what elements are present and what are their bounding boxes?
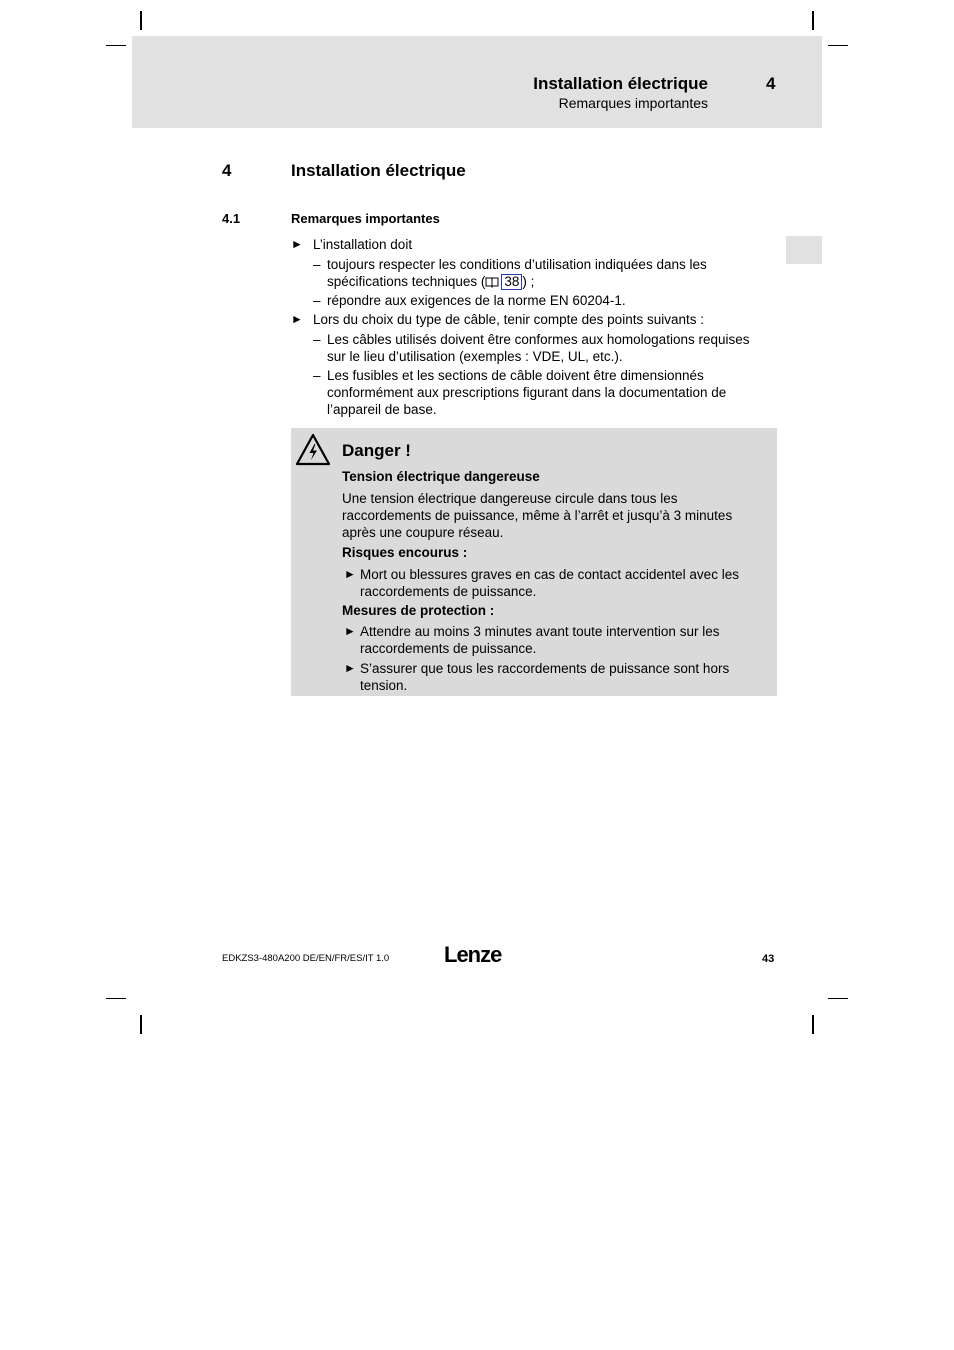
section-title: Installation électrique: [291, 161, 466, 180]
measure-line: Attendre au moins 3 minutes avant toute intervention sur les: [360, 624, 720, 639]
bullet-arrow-icon: ►: [291, 312, 303, 326]
measure-item: [360, 623, 719, 657]
footer-document-id: EDKZS3-480A200 DE/EN/FR/ES/IT 1.0: [222, 953, 390, 964]
page-reference-link[interactable]: 38: [501, 274, 522, 290]
measure-line: S’assurer que tous les raccordements de puissance sont hors: [360, 661, 730, 676]
crop-mark: [812, 11, 814, 30]
bullet-arrow-icon: ►: [344, 624, 356, 638]
measure-line: tension.: [360, 678, 408, 693]
list-item-line: toujours respecter les conditions d’utilisation indiquées dans les: [327, 257, 707, 272]
measure-line: raccordements de puissance.: [360, 641, 537, 656]
list-item-line: Les câbles utilisés doivent être conformes aux homologations requises: [327, 332, 750, 347]
lenze-logo: Lenze: [444, 942, 502, 967]
list-item-line: conformément aux prescriptions figurant dans la documentation de: [327, 385, 727, 400]
book-icon: [485, 276, 499, 288]
crop-mark: [140, 1015, 142, 1034]
risk-line: Mort ou blessures graves en cas de contact accidentel avec les: [360, 567, 739, 582]
chapter-side-tab: [786, 236, 822, 264]
crop-mark: [106, 998, 126, 999]
crop-mark: [140, 11, 142, 30]
risks-label: Risques encourus :: [342, 545, 468, 560]
bullet-text: L’installation doit: [313, 237, 413, 252]
bullet-arrow-icon: ►: [344, 661, 356, 675]
section-number: 4: [222, 161, 232, 180]
risk-line: raccordements de puissance.: [360, 584, 537, 599]
bullet-arrow-icon: ►: [344, 567, 356, 581]
list-item: répondre aux exigences de la norme EN 60204-1.: [327, 293, 626, 308]
bullet-arrow-icon: ►: [291, 237, 303, 251]
description-line: Une tension électrique dangereuse circule dans tous les: [342, 491, 678, 506]
crop-mark: [812, 1015, 814, 1034]
danger-description: [342, 490, 732, 541]
footer-page-number: 43: [762, 953, 775, 965]
crop-mark: [828, 45, 848, 46]
list-item-line: sur le lieu d’utilisation (exemples : VDE, UL, etc.).: [327, 349, 623, 364]
list-item-line: l’appareil de base.: [327, 402, 437, 417]
description-line: raccordements de puissance, même à l’arrêt et jusqu’à 3 minutes: [342, 508, 733, 523]
subsection-title: Remarques importantes: [291, 211, 440, 226]
subsection-number: 4.1: [222, 211, 241, 226]
dash-icon: –: [313, 368, 321, 383]
header-band: [132, 36, 822, 128]
measure-item: [360, 660, 729, 694]
list-item: [327, 256, 707, 290]
danger-title: Danger !: [342, 441, 411, 460]
list-item-line: Les fusibles et les sections de câble doivent être dimensionnés: [327, 368, 704, 383]
danger-heading: Tension électrique dangereuse: [342, 469, 540, 484]
list-item: [327, 367, 726, 418]
bullet-text: Lors du choix du type de câble, tenir compte des points suivants :: [313, 312, 704, 327]
crop-mark: [828, 998, 848, 999]
header-title: Installation électrique: [533, 74, 708, 93]
crop-mark: [106, 45, 126, 46]
dash-icon: –: [313, 257, 321, 272]
list-item-line: spécifications techniques (: [327, 274, 486, 289]
risk-item: [360, 566, 739, 600]
description-line: après une coupure réseau.: [342, 525, 504, 540]
list-item-line: ) ;: [522, 274, 535, 289]
header-subtitle: Remarques importantes: [558, 95, 708, 111]
dash-icon: –: [313, 293, 321, 308]
header-chapter-number: 4: [766, 74, 776, 93]
dash-icon: –: [313, 332, 321, 347]
measures-label: Mesures de protection :: [342, 603, 495, 618]
list-item: [327, 331, 749, 365]
electric-hazard-warning-icon: [295, 433, 331, 466]
